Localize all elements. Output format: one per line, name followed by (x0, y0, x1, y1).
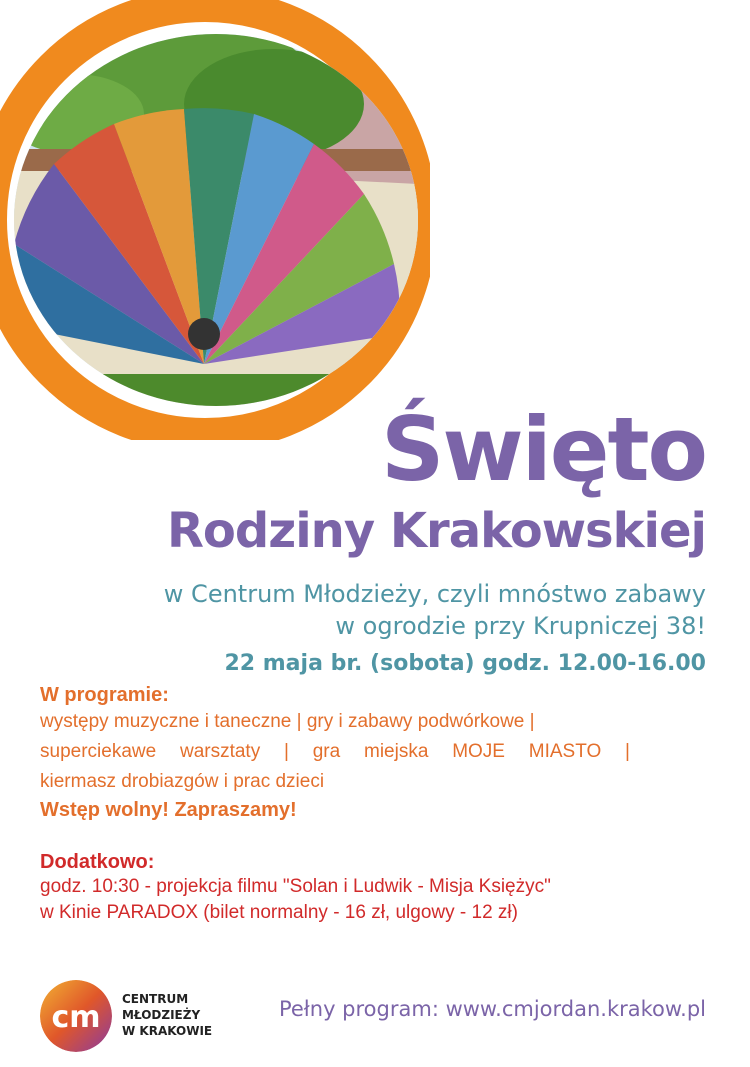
subtitle-line: w ogrodzie przy Krupniczej 38! (335, 612, 706, 640)
program-line: kiermasz drobiazgów i prac dzieci (40, 771, 325, 792)
organization-name-line: MŁODZIEŻY (122, 1008, 201, 1022)
event-subtitle (164, 578, 706, 642)
event-date: 22 maja br. (sobota) godz. 12.00-16.00 (224, 651, 706, 676)
full-program-link[interactable]: Pełny program: www.cmjordan.krakow.pl (278, 997, 706, 1021)
organization-name-line: CENTRUM (122, 992, 189, 1006)
organization-logo (40, 980, 112, 1052)
organization-name (122, 991, 212, 1039)
program-line: superciekawe warsztaty | gra miejska MOJE MIASTO | (40, 741, 630, 762)
peacock-mural-photo (14, 34, 418, 406)
subtitle-line: w Centrum Młodzieży, czyli mnóstwo zabawy (163, 580, 706, 608)
event-title-line1: Święto (380, 398, 706, 501)
extra-line: godz. 10:30 - projekcja filmu "Solan i Ludwik - Misja Księżyc" (40, 876, 551, 897)
extra-line: w Kinie PARADOX (bilet normalny - 16 zł, ulgowy - 12 zł) (40, 902, 518, 923)
program-section (40, 684, 630, 822)
event-title-line2: Rodziny Krakowskiej (166, 503, 706, 559)
program-heading: W programie: (40, 684, 169, 706)
program-cta: Wstęp wolny! Zapraszamy! (40, 799, 297, 821)
organization-name-line: W KRAKOWIE (122, 1024, 213, 1038)
extra-heading: Dodatkowo: (40, 851, 155, 873)
logo-monogram: cm (51, 1000, 101, 1035)
extra-section (40, 851, 551, 926)
program-line: występy muzyczne i taneczne | gry i zabawy podwórkowe | (40, 711, 535, 732)
